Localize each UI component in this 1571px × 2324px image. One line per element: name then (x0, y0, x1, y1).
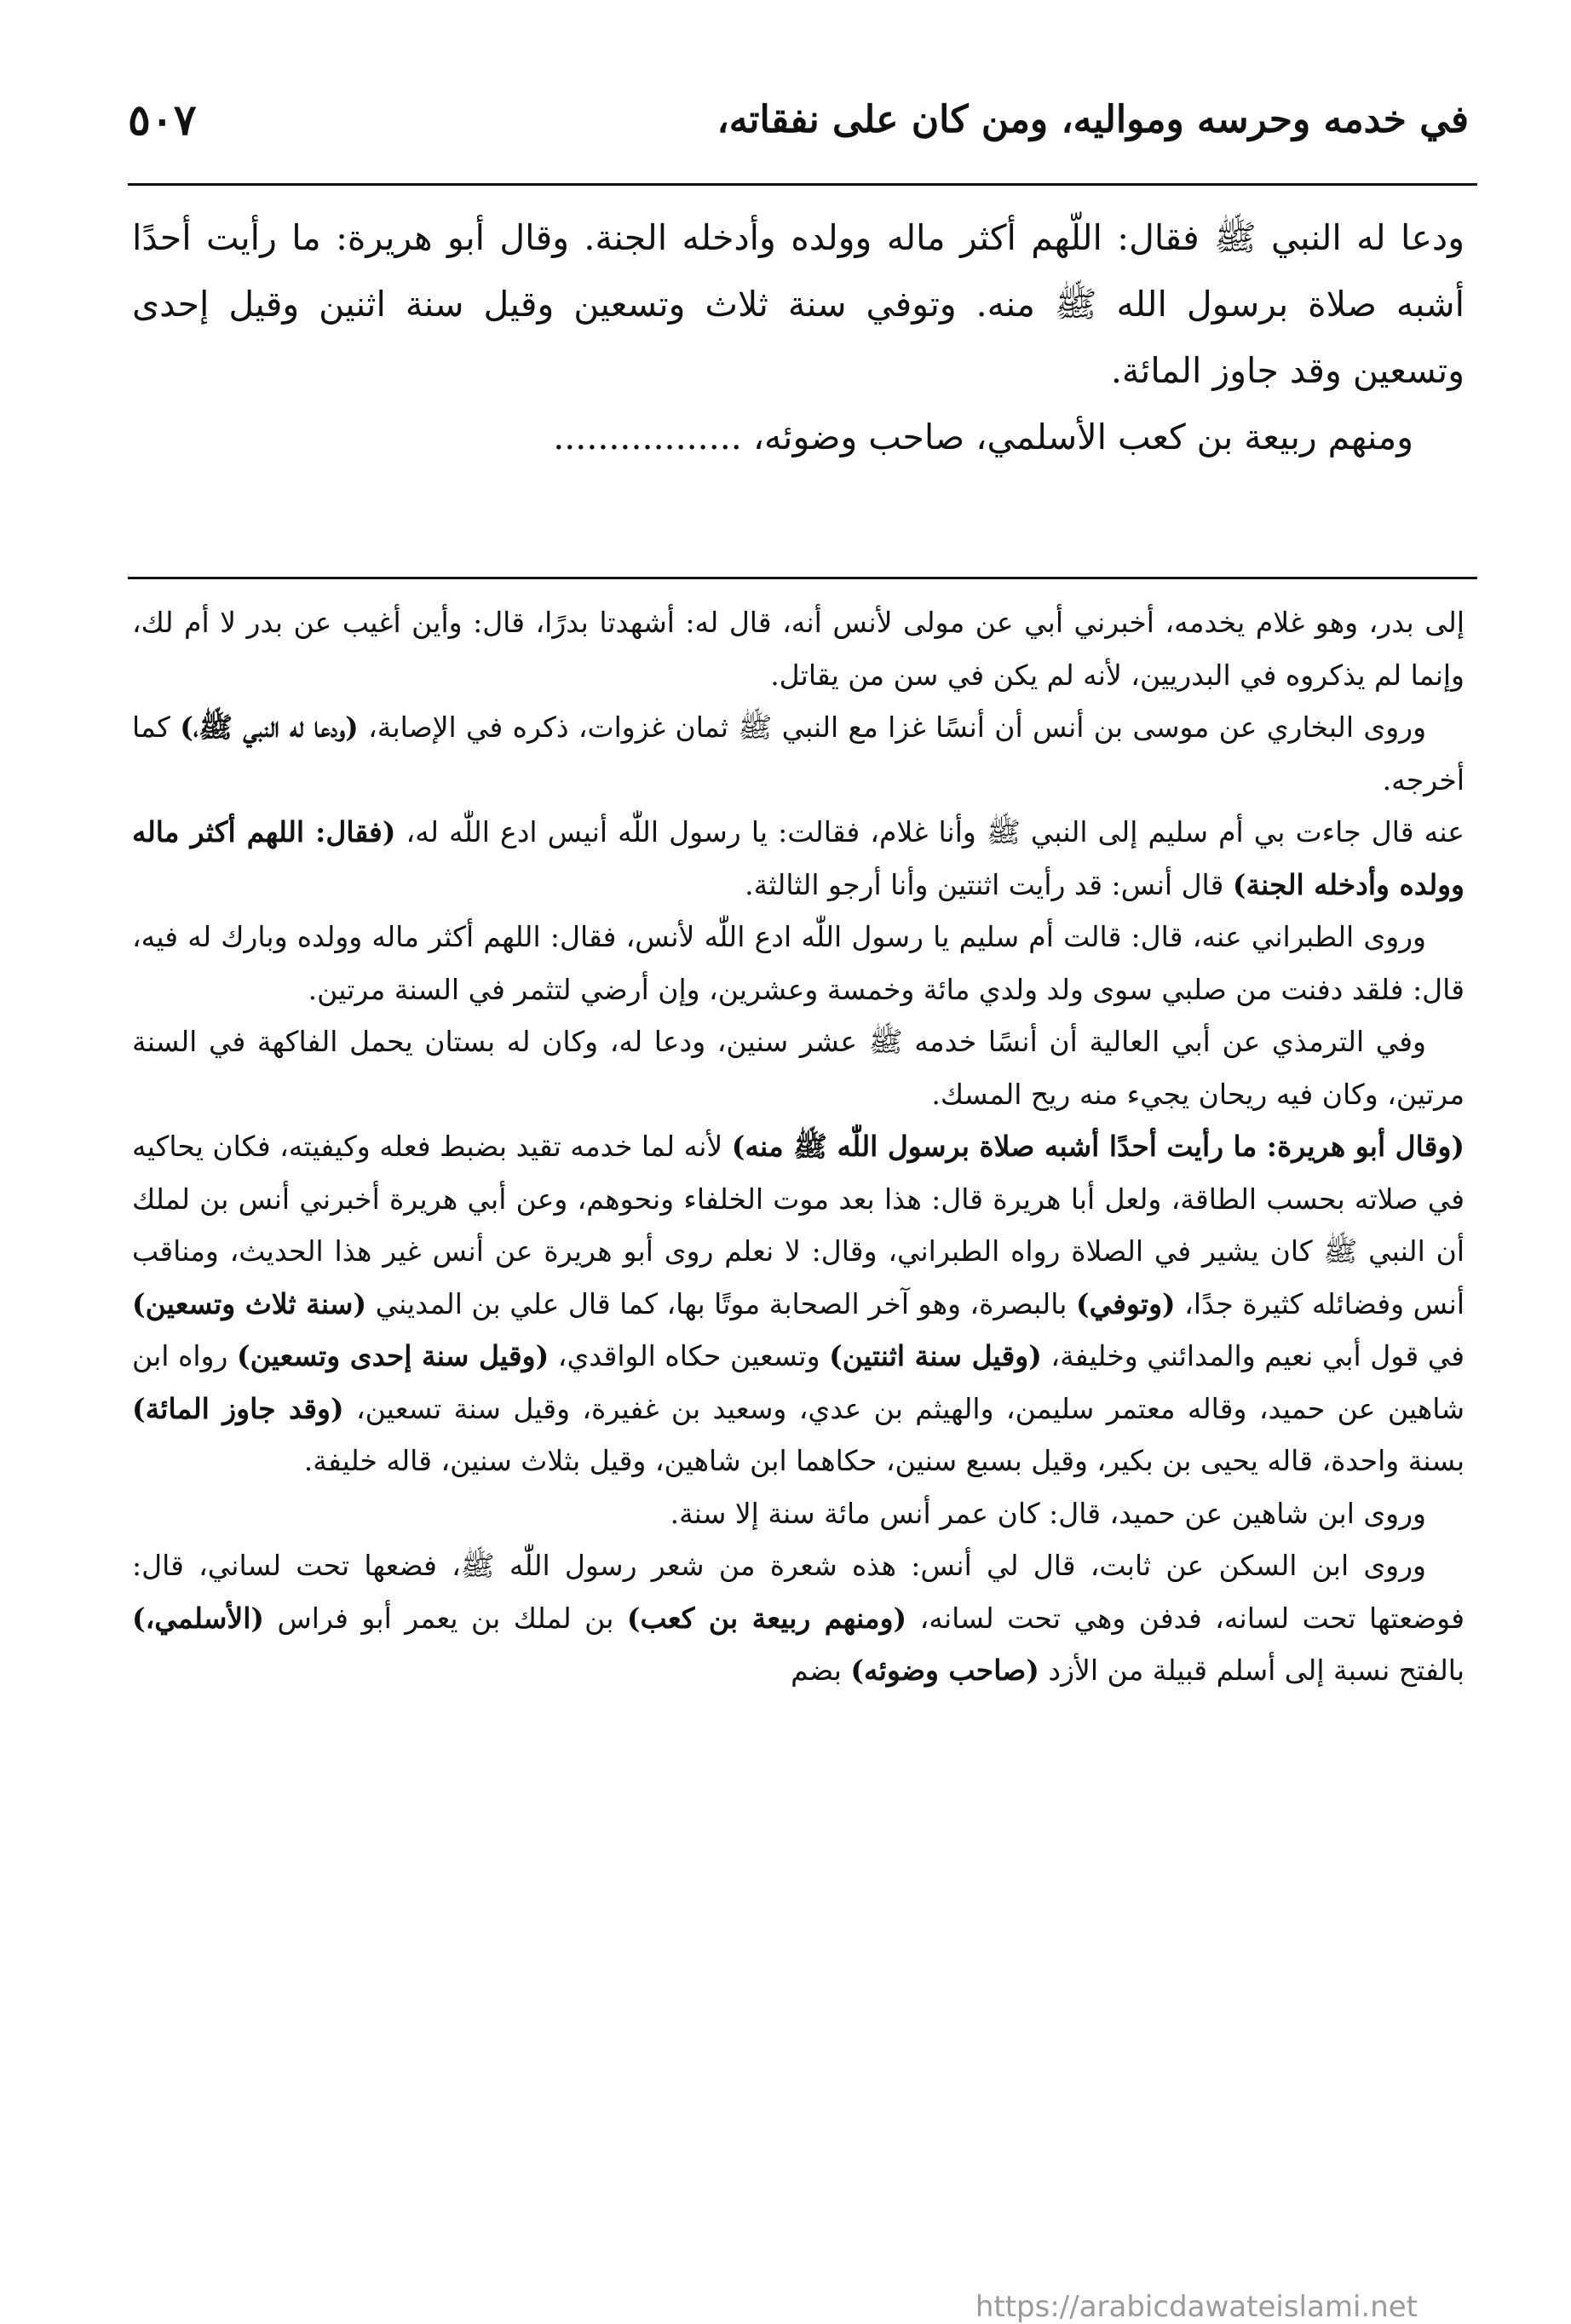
commentary-paragraph: وفي الترمذي عن أبي العالية أن أنسًا خدمه ﷺ عشر سنين، ودعا له، وكان له بستان يحمل الفاكهة في السنة مرتين، وكان فيه ريحان يجيء منه ريح المسك. (132, 1025, 1465, 1111)
quoted-matn: (صاحب وضوئه) (850, 1654, 1039, 1687)
text-span: بسنة واحدة، قاله يحيى بن بكير، وقيل بسبع سنين، حكاهما ابن شاهين، وقيل بثلاث سنين، قاله خليفة. (303, 1444, 1465, 1477)
quoted-matn: (وقال أبو هريرة: ما رأيت أحدًا أشبه صلاة برسول اللّٰه ﷺ منه) (731, 1130, 1465, 1163)
text-span: وروى ابن السكن عن ثابت، قال لي أنس: هذه شعرة من شعر رسول اللّٰه ﷺ، فضعها تحت لساني، قال: فوضعتها تحت لسانه، فدفن وهي تحت لسانه، (132, 1549, 1465, 1635)
quoted-matn: (وقيل سنة اثنتين) (829, 1339, 1042, 1372)
text-span: لأنه لما خدمه تقيد بضبط فعله وكيفيته، فكان يحاكيه في صلاته بحسب الطاقة، ولعل أبا هريرة قال: هذا بعد موت الخلفاء ونحوهم، وعن أبي هريرة أخبرني أنس بن لملك أن النبي ﷺ كان يشير في الصلاة رواه الطبراني، وقال: لا نعلم روى أبو هريرة عن أنس غير هذا الحديث، ومناقب أنس وفضائله كثيرة جدًا، (132, 1130, 1465, 1320)
commentary-paragraph (132, 806, 1465, 911)
watermark-url: https://arabicdawateislami.net (975, 2290, 1418, 2324)
text-span: قال أنس: قد رأيت اثنتين وأنا أرجو الثالثة. (745, 867, 1233, 901)
quoted-matn: (وقد جاوز المائة) (132, 1391, 344, 1425)
commentary-text (132, 596, 1465, 1697)
text-span: بالفتح نسبة إلى أسلم قبيلة من الأزد (1039, 1654, 1465, 1687)
text-span: عنه قال جاءت بي أم سليم إلى النبي ﷺ وأنا غلام، فقالت: يا رسول اللّٰه أنيس ادع اللّٰه له، (395, 815, 1465, 848)
quoted-matn: (وقيل سنة إحدى وتسعين) (236, 1339, 550, 1372)
text-span: في قول أبي نعيم والمدائني وخليفة، (1041, 1339, 1465, 1372)
matn-paragraph: ومنهم ربيعة بن كعب الأسلمي، صاحب وضوئه، ................. (553, 417, 1413, 457)
text-span: وروى البخاري عن موسى بن أنس أن أنسًا غزا مع النبي ﷺ ثمان غزوات، ذكره في الإصابة، (358, 710, 1426, 744)
matn-text (132, 204, 1465, 470)
quoted-matn: (ودعا له النبي ﷺ،) (180, 710, 359, 744)
page-header (128, 81, 1469, 158)
text-span: بالبصرة، وهو آخر الصحابة موتًا بها، كما قال علي بن المديني (366, 1286, 1076, 1320)
commentary-paragraph: إلى بدر، وهو غلام يخدمه، أخبرني أبي عن مولى لأنس أنه، قال له: أشهدتا بدرًا، قال: وأين أغيب عن بدر لا أم لك، وإنما لم يذكروه في البدريين، لأنه لم يكن في سن من يقاتل. (132, 606, 1465, 692)
matn-paragraph: ودعا له النبي ﷺ فقال: اللّهم أكثر ماله وولده وأدخله الجنة. وقال أبو هريرة: ما رأيت أحدًا أشبه صلاة برسول الله ﷺ منه. وتوفي سنة ثلاث وتسعين وقيل سنة اثنين وقيل إحدى وتسعين وقد جاوز المائة. (132, 217, 1465, 391)
commentary-paragraph: وروى ابن شاهين عن حميد، قال: كان عمر أنس مائة سنة إلا سنة. (670, 1496, 1426, 1530)
quoted-matn: (ومنهم ربيعة بن كعب) (626, 1601, 907, 1635)
page-number: ٥٠٧ (128, 94, 197, 145)
commentary-paragraph (132, 1120, 1465, 1487)
section-divider (128, 577, 1477, 579)
quoted-matn: (فقال: اللهم أكثر ماله وولده وأدخله الجنة) (132, 815, 1465, 901)
running-title: في خدمه وحرسه ومواليه، ومن كان على نفقاته، (716, 97, 1469, 141)
text-span: بن لملك بن يعمر أبو فراس (264, 1601, 627, 1635)
commentary-paragraph (132, 1539, 1465, 1697)
commentary-paragraph (132, 701, 1465, 806)
quoted-matn: (الأسلمي،) (132, 1601, 265, 1635)
text-span: بضم (791, 1654, 851, 1687)
quoted-matn: (وتوفي) (1075, 1286, 1176, 1320)
quoted-matn: (سنة ثلاث وتسعين) (132, 1286, 367, 1320)
text-span: كما أخرجه. (132, 710, 1465, 797)
text-span: وتسعين حكاه الواقدي، (549, 1339, 830, 1372)
header-rule (128, 183, 1477, 186)
text-span: رواه ابن شاهين عن حميد، وقاله معتمر سليمن، والهيثم بن عدي، وسعيد بن غفيرة، وقيل سنة تسعين، (132, 1339, 1465, 1425)
commentary-paragraph: وروى الطبراني عنه، قال: قالت أم سليم يا رسول اللّٰه ادع اللّٰه لأنس، فقال: اللهم أكثر ماله وولده وبارك له فيه، قال: فلقد دفنت من صلبي سوى ولد ولدي مائة وخمسة وعشرين، وإن أرضي لتثمر في السنة مرتين. (132, 920, 1465, 1006)
